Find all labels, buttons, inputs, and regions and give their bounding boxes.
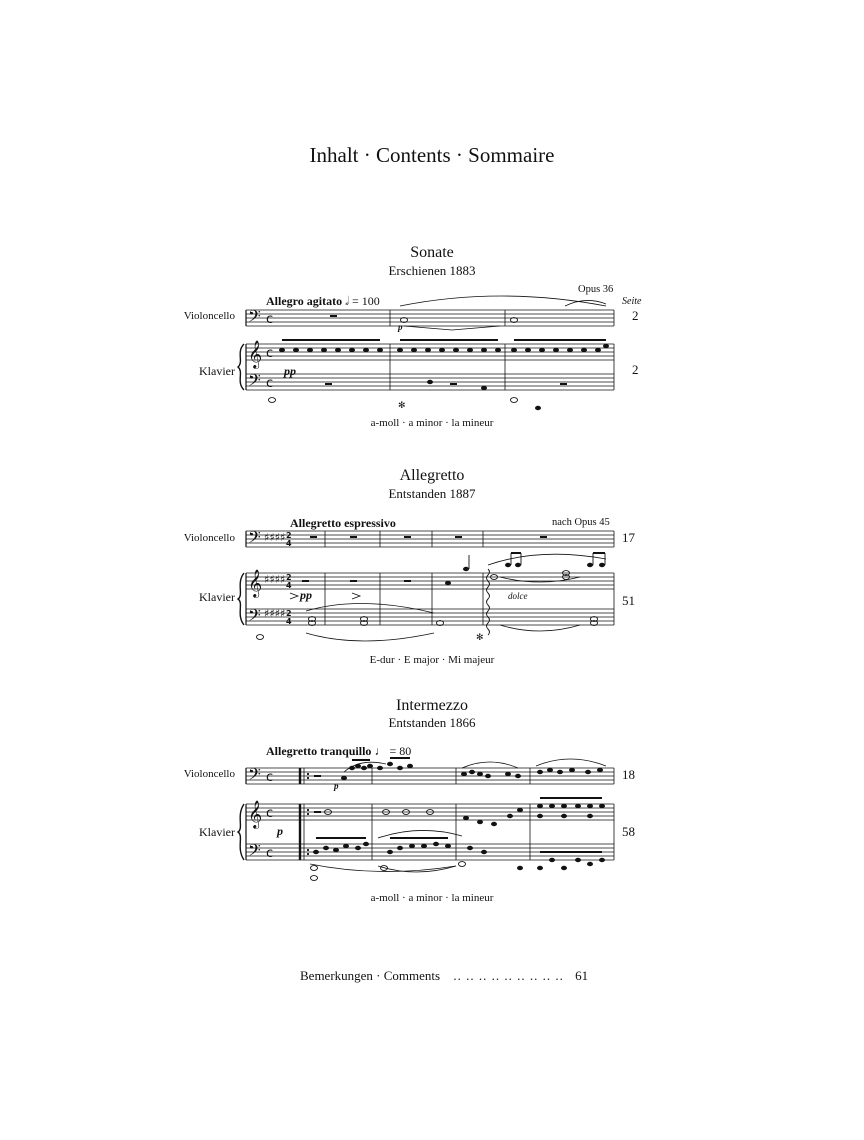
instrument-label-piano: Klavier: [199, 825, 235, 839]
dynamic-marking: p: [277, 824, 283, 838]
staff-piano-treble: [246, 344, 614, 360]
leader-dots: .. .. .. .. .. .. .. .. ..: [453, 968, 564, 983]
whole-rest: [330, 315, 337, 317]
page-number-cello: 18: [622, 767, 635, 782]
page-number-piano: 51: [622, 593, 635, 608]
instrument-label-piano: Klavier: [199, 364, 235, 378]
instrument-label-cello: Violoncello: [183, 768, 235, 780]
piece-title-intermezzo: Intermezzo: [396, 697, 468, 714]
piece-title-sonate: Sonate: [410, 244, 454, 261]
bass-clef-icon: 𝄢: [248, 605, 261, 629]
dynamic-marking-cello: p: [334, 781, 339, 791]
key-signature-sharps-icon: ♯♯♯♯: [264, 531, 286, 544]
music-incipit-intermezzo: [0, 760, 864, 885]
common-time-icon: c: [266, 806, 274, 821]
page-number-piano: 58: [622, 824, 635, 839]
bass-clef-icon: 𝄢: [248, 840, 261, 864]
svg-text:2: 2: [286, 531, 292, 540]
half-note-icon: 𝅗𝅥: [345, 294, 349, 308]
piece-title-allegretto: Allegretto: [399, 467, 465, 484]
staff-piano-bass: [246, 609, 614, 625]
instrument-label-cello: Violoncello: [183, 532, 235, 544]
seite-label: Seite: [622, 296, 642, 307]
page-number-cello: 2: [632, 308, 639, 323]
svg-text:4: 4: [286, 617, 292, 626]
treble-clef-icon: 𝄞: [248, 340, 263, 368]
piece-subtitle-allegretto: Entstanden 1887: [388, 486, 476, 501]
brace: [238, 573, 244, 625]
tempo-marking: Allegretto espressivo: [290, 516, 396, 530]
brace: [238, 804, 244, 860]
svg-text:4: 4: [286, 581, 292, 590]
treble-clef-icon: 𝄞: [248, 800, 263, 828]
page-number-cello: 17: [622, 530, 635, 545]
bass-clef-icon: 𝄢: [248, 764, 261, 788]
expression-marking: dolce: [508, 591, 528, 601]
staff-cello: [246, 310, 614, 326]
key-signature-text: E-dur · E major · Mi majeur: [369, 654, 495, 666]
common-time-icon: c: [266, 312, 274, 327]
common-time-icon: c: [266, 770, 274, 785]
music-incipit-allegretto: [0, 525, 864, 650]
dynamic-marking: pp: [300, 588, 312, 602]
piece-subtitle-intermezzo: Entstanden 1866: [388, 715, 476, 730]
whole-rest: [325, 383, 332, 385]
bass-clef-icon: 𝄢: [248, 306, 261, 330]
pedal-release-icon: ✻: [398, 401, 406, 411]
treble-clef-icon: 𝄞: [248, 569, 263, 597]
quarter-note-icon: ♩: [374, 744, 387, 758]
staff-cello: [246, 531, 614, 547]
instrument-label-piano: Klavier: [199, 590, 235, 604]
key-signature-text: a-moll · a minor · la mineur: [370, 417, 494, 429]
dynamic-marking-cello: p: [398, 322, 403, 332]
key-signature-sharps-icon: ♯♯♯♯: [264, 607, 286, 620]
tempo-marking: Allegro agitato 𝅗𝅥 = 100: [266, 294, 380, 308]
common-time-icon: c: [266, 846, 274, 861]
svg-text:2: 2: [286, 573, 292, 582]
comments-entry[interactable]: [300, 968, 588, 984]
brace: [238, 344, 244, 390]
whole-rest: [560, 383, 567, 385]
staff-piano-treble: [246, 804, 614, 820]
comments-page-number: 61: [575, 968, 589, 983]
common-time-icon: c: [266, 346, 274, 361]
piece-subtitle-sonate: Erschienen 1883: [388, 263, 476, 278]
page-number-piano: 2: [632, 362, 639, 377]
instrument-label-cello: Violoncello: [183, 310, 235, 322]
tempo-marking: Allegretto tranquillo ♩ = 80: [266, 744, 412, 758]
dynamic-marking: pp: [284, 364, 296, 378]
pedal-release-icon: ✻: [476, 633, 484, 643]
key-signature-text: a-moll · a minor · la mineur: [370, 892, 494, 904]
music-incipit-sonate: [0, 300, 864, 420]
bass-clef-icon: 𝄢: [248, 527, 261, 551]
svg-text:4: 4: [286, 539, 292, 548]
bass-clef-icon: 𝄢: [248, 370, 261, 394]
comments-label: Bemerkungen · Comments: [300, 968, 441, 983]
page-title: Inhalt · Contents · Sommaire: [309, 143, 555, 167]
opus-number: nach Opus 45: [552, 517, 610, 528]
svg-text:2: 2: [286, 609, 292, 618]
opus-number: Opus 36: [578, 284, 614, 295]
common-time-icon: c: [266, 376, 274, 391]
whole-rest: [450, 383, 457, 385]
key-signature-sharps-icon: ♯♯♯♯: [264, 573, 286, 586]
